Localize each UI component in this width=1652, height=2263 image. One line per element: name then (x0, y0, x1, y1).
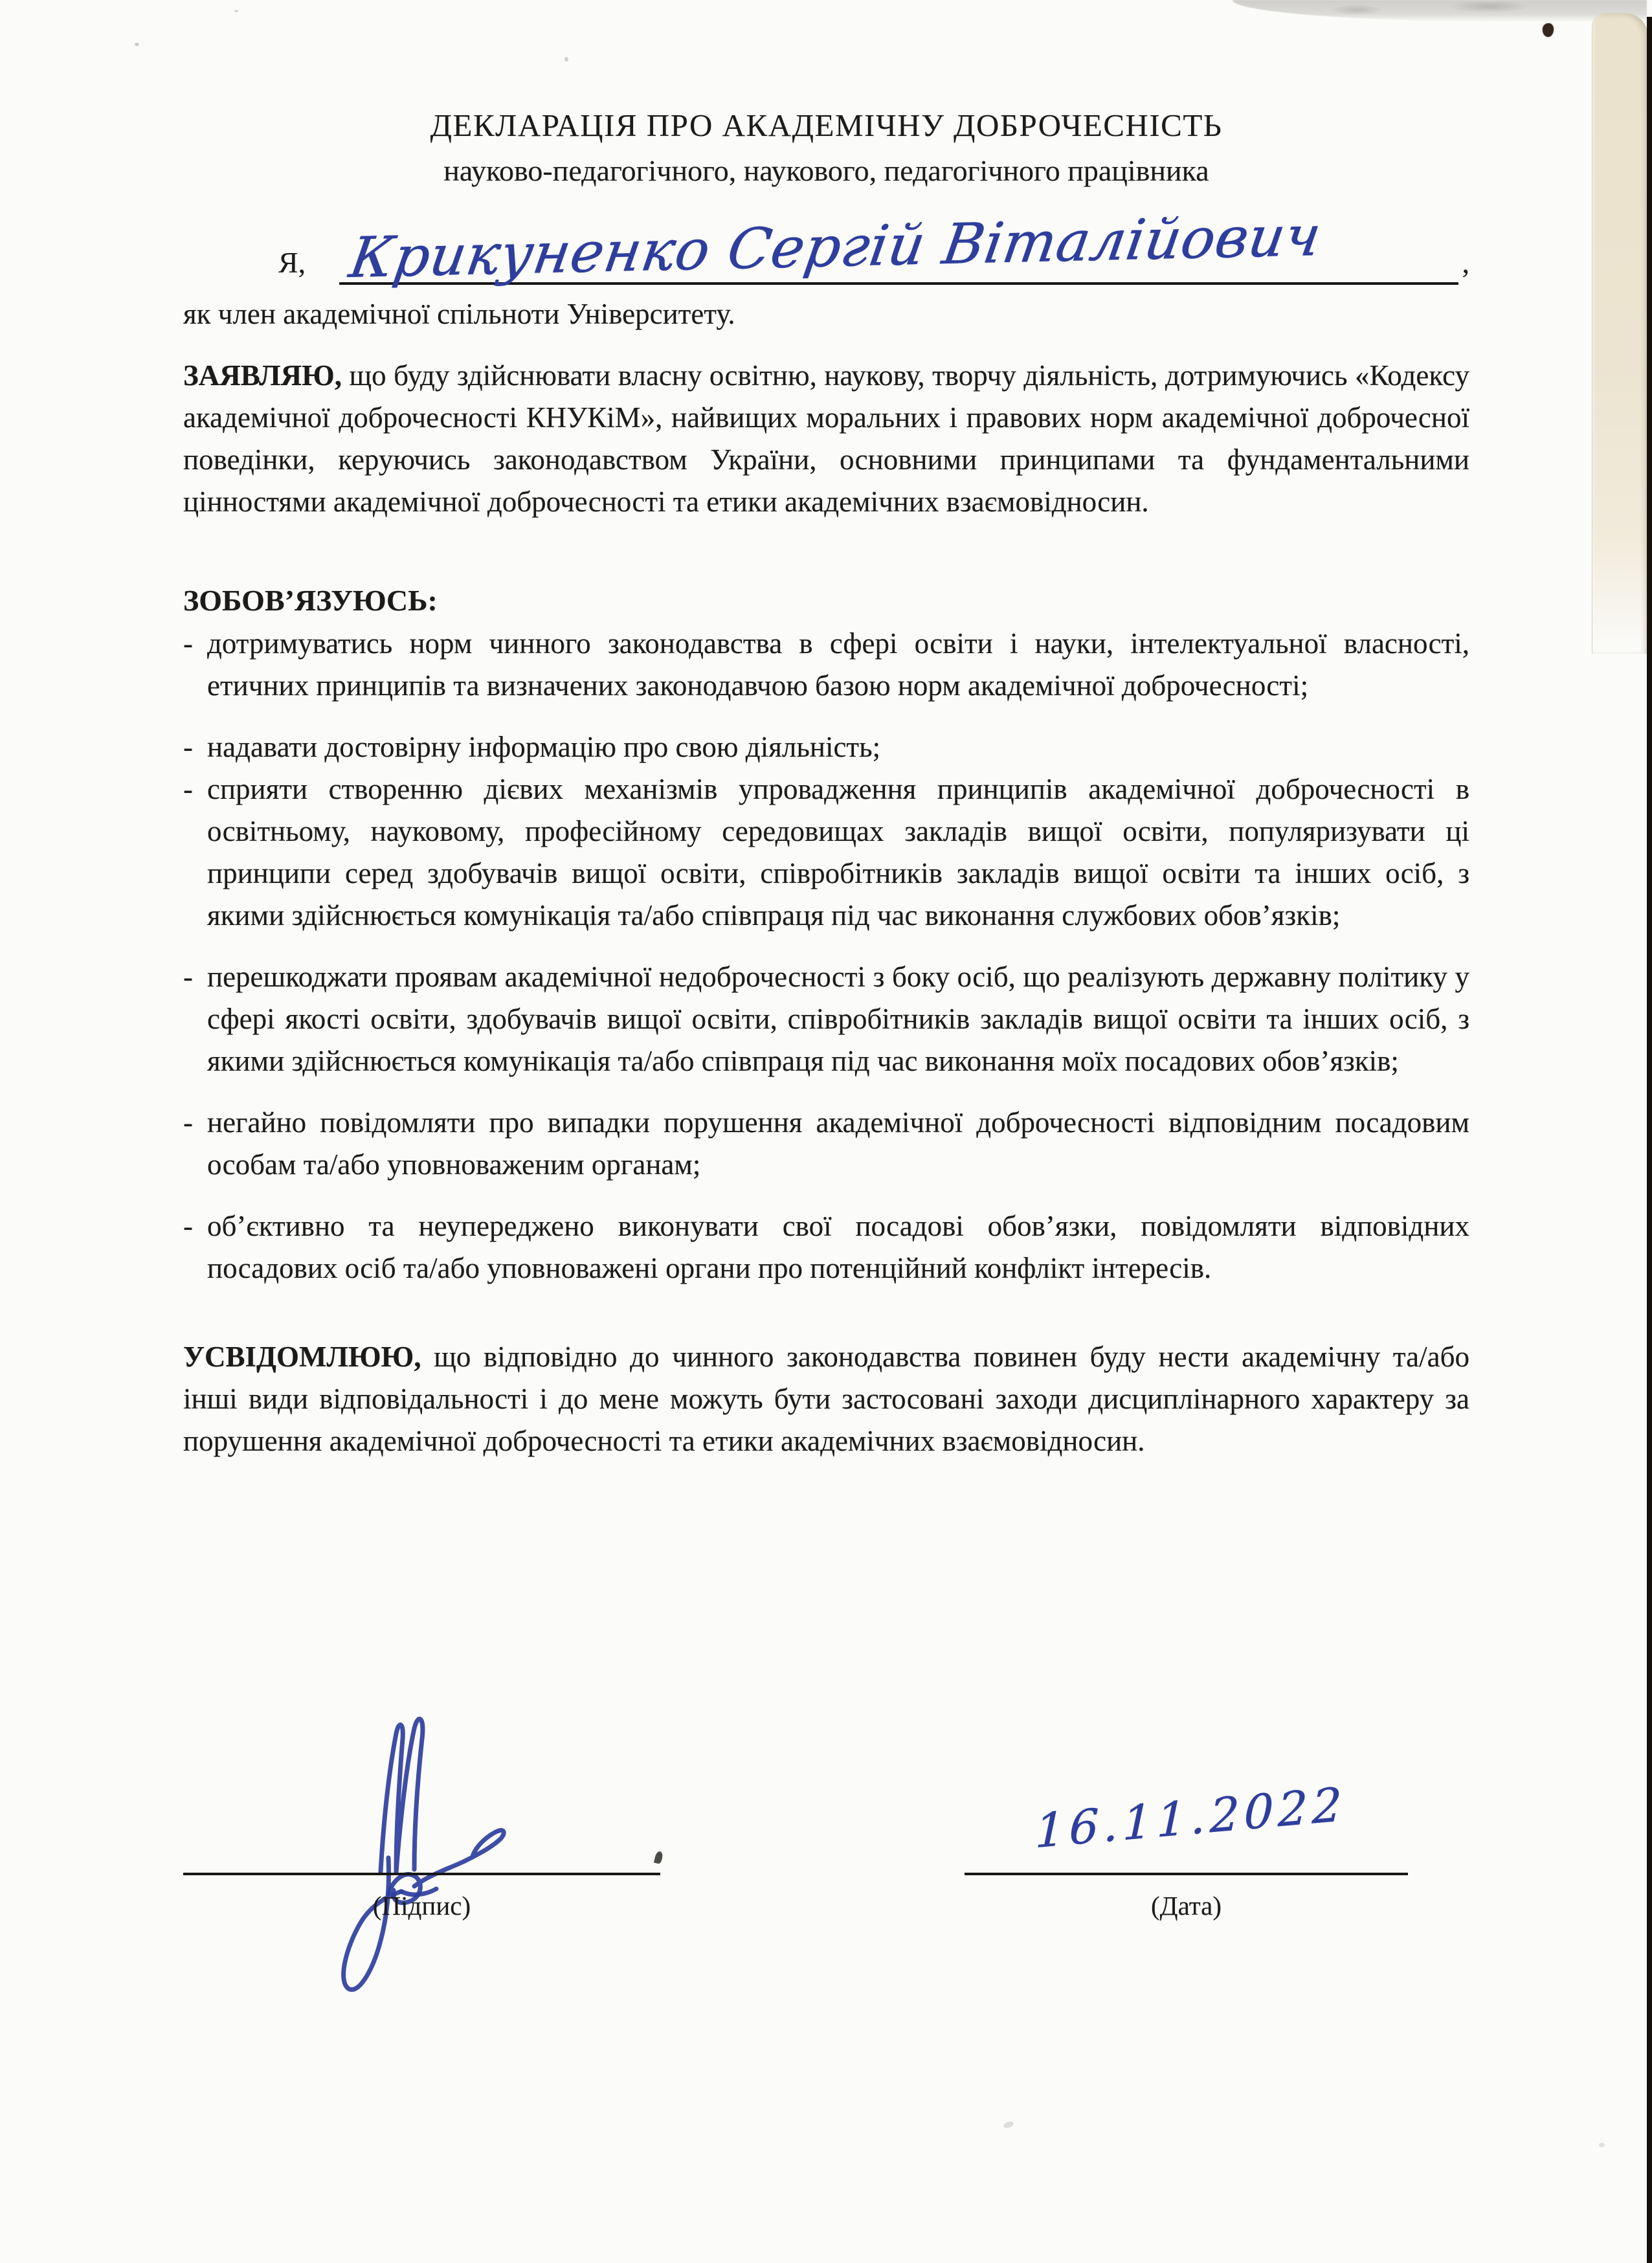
scan-speck (1599, 2143, 1605, 2147)
list-item-text: негайно повідомляти про випадки порушення академічної доброчесності відповідним посадовим особам та/або уповноваженим органам; (207, 1106, 1469, 1181)
signature-caption: (Підпис) (372, 1891, 471, 1921)
declaration-text: що буду здійснювати власну освітню, наукову, творчу діяльність, дотримуючись «Кодексу академічної доброчесності КНУКіМ», найвищих моральних і правових норм академічної доброчесної поведінки, керуючись законодавством України, основними принципами та фундаментальними цінностями академічної доброчесності та етики академічних взаємовідносин. (183, 359, 1469, 518)
scan-speck (135, 43, 139, 46)
list-item (183, 1205, 1469, 1289)
list-item-text: сприяти створенню дієвих механізмів упровадження принципів академічної доброчесності в освітньому, науковому, професійному середовищах закладів вищої освіти, популяризувати ці принципи серед здобувачів вищої освіти, співробітників закладів вищої освіти та інших осіб, з якими здійснюється комунікація та/або співпраця під час виконання службових обов’язків; (207, 773, 1469, 931)
list-bullet: - (183, 773, 193, 805)
handwritten-date: 16.11.2022 (1034, 1776, 1347, 1859)
stray-ink-mark (654, 1851, 664, 1864)
date-line (965, 1873, 1408, 1875)
obligations-header: ЗОБОВ’ЯЗУЮСЬ: (183, 584, 438, 617)
handwritten-name: Крикуненко Сергій Віталійович (345, 203, 1326, 291)
list-bullet: - (183, 627, 193, 660)
list-bullet: - (183, 731, 193, 763)
document-title: ДЕКЛАРАЦІЯ ПРО АКАДЕМІЧНУ ДОБРОЧЕСНІСТЬ (430, 107, 1223, 143)
list-item (183, 623, 1469, 707)
date-caption: (Дата) (1150, 1891, 1222, 1921)
book-cover-edge (1592, 13, 1648, 654)
list-item-text: дотримуватись норм чинного законодавства в сфері освіти і науки, інтелектуальної власності, етичних принципів та визначених законодавчою базою норм академічної доброчесності; (207, 627, 1469, 702)
declaration-lead: ЗАЯВЛЯЮ, (183, 359, 342, 392)
signature-line (183, 1873, 660, 1875)
declaration-paragraph (183, 355, 1469, 523)
list-bullet: - (183, 1210, 193, 1242)
scan-black-edge (1647, 17, 1652, 2263)
signature-scribble (291, 1702, 524, 2007)
list-bullet: - (183, 1106, 193, 1139)
trailing-comma: , (1462, 246, 1469, 279)
acknowledgement-lead: УСВІДОМЛЮЮ, (183, 1341, 421, 1373)
document-body (183, 0, 1469, 1462)
document-subtitle: науково-педагогічного, наукового, педагогічного працівника (443, 154, 1209, 187)
acknowledgement-paragraph (183, 1336, 1469, 1462)
list-item (183, 768, 1469, 937)
scan-speck (1003, 2121, 1014, 2130)
list-item-text: об’єктивно та неупереджено виконувати свої посадові обов’язки, повідомляти відповідних посадових осіб та/або уповноважені органи про потенційний конфлікт інтересів. (207, 1210, 1469, 1284)
list-item (183, 1102, 1469, 1186)
name-row (183, 203, 1469, 291)
list-item (183, 726, 1469, 768)
name-blank-line (339, 203, 1458, 291)
list-item-text: перешкоджати проявам академічної недоброчесності з боку осіб, що реалізують державну політику у сфері якості освіти, здобувачів вищої освіти, співробітників закладів вищої освіти та інших осіб, з якими здійснюється комунікація та/або співпраця під час виконання моїх посадових обов’язків; (207, 961, 1469, 1077)
acknowledgement-text: що відповідно до чинного законодавства повинен буду нести академічну та/або інші види відповідальності і до мене можуть бути застосовані заходи дисциплінарного характеру за порушення академічної доброчесності та етики академічних взаємовідносин. (183, 1341, 1469, 1457)
handwritten-signature (291, 1702, 524, 2010)
list-item-text: надавати достовірну інформацію про свою діяльність; (207, 731, 881, 763)
ink-dot-artifact (1543, 23, 1554, 37)
membership-line: як член академічної спільноти Університету. (183, 298, 735, 330)
pronoun-label: Я, (278, 246, 306, 279)
list-bullet: - (183, 961, 193, 993)
obligations-list (183, 623, 1469, 1289)
list-item (183, 956, 1469, 1082)
